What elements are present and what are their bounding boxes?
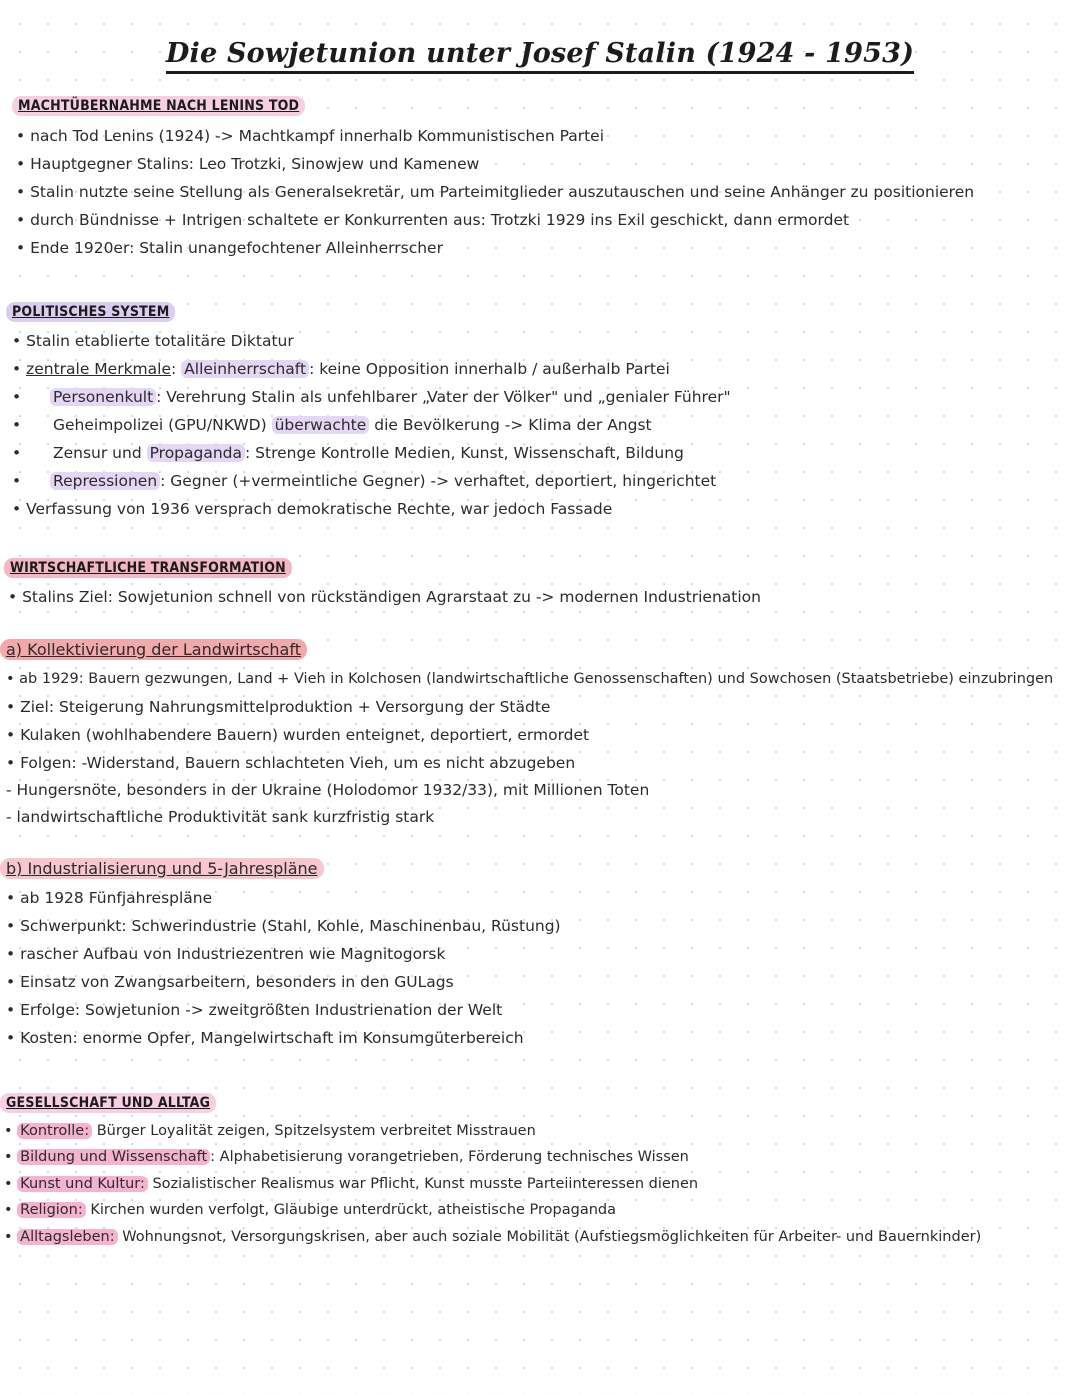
- list-item: - Hungersnöte, besonders in der Ukraine (Holodomor 1932/33), mit Millionen Toten: [6, 781, 650, 799]
- highlighted-term: Personenkult: [50, 388, 156, 406]
- highlighted-term: Propaganda: [147, 444, 245, 462]
- list-item: • Stalin etablierte totalitäre Diktatur: [12, 332, 294, 350]
- list-item-text: [53, 414, 652, 436]
- item-text: Bürger Loyalität zeigen, Spitzelsystem verbreitet Misstrauen: [92, 1123, 536, 1139]
- list-item: • Kosten: enorme Opfer, Mangelwirtschaft im Konsumgüterbereich: [6, 1029, 524, 1047]
- list-item-text: [50, 386, 731, 408]
- highlighted-term: Alleinherrschaft: [181, 360, 309, 378]
- list-item: [4, 1199, 616, 1221]
- list-item: [12, 442, 21, 464]
- list-item: • Folgen: -Widerstand, Bauern schlachteten Vieh, um es nicht abzugeben: [6, 754, 576, 772]
- highlighted-term: Bildung und Wissenschaft: [17, 1149, 210, 1165]
- bullet: •: [4, 1149, 13, 1165]
- bullet: •: [12, 416, 22, 434]
- list-item: • durch Bündnisse + Intrigen schaltete er Konkurrenten aus: Trotzki 1929 ins Exil geschickt, dann ermordet: [16, 211, 850, 229]
- list-item: • ab 1928 Fünfjahrespläne: [6, 889, 213, 907]
- highlighted-term: Alltagsleben:: [17, 1229, 117, 1245]
- highlighted-term: Repressionen: [50, 472, 160, 490]
- list-item: [4, 1226, 981, 1248]
- bullet: •: [4, 1202, 13, 1218]
- bullet: •: [12, 472, 22, 490]
- section-heading-politisches-system: POLITISCHES SYSTEM: [6, 302, 175, 322]
- list-item-text: [53, 442, 684, 464]
- list-item: • Verfassung von 1936 versprach demokratische Rechte, war jedoch Fassade: [12, 500, 613, 518]
- item-text: Zensur und: [53, 444, 147, 462]
- item-text: : Strenge Kontrolle Medien, Kunst, Wissenschaft, Bildung: [245, 444, 684, 462]
- list-item: • Stalins Ziel: Sowjetunion schnell von rückständigen Agrarstaat zu -> modernen Industrienation: [8, 588, 761, 606]
- bullet: •: [4, 1229, 13, 1245]
- highlighted-term: Kontrolle:: [17, 1123, 92, 1139]
- highlighted-term: Religion:: [17, 1202, 86, 1218]
- item-text: Wohnungsnot, Versorgungskrisen, aber auch soziale Mobilität (Aufstiegsmöglichkeiten für Arbeiter- und Bauernkinder): [117, 1229, 982, 1245]
- bullet: •: [4, 1123, 13, 1139]
- item-text: die Bevölkerung -> Klima der Angst: [369, 416, 652, 434]
- item-text: Kirchen wurden verfolgt, Gläubige unterdrückt, atheistische Propaganda: [85, 1202, 617, 1218]
- bullet: •: [12, 444, 22, 462]
- list-item: • Ziel: Steigerung Nahrungsmittelproduktion + Versorgung der Städte: [6, 698, 551, 716]
- list-item: [12, 386, 21, 408]
- list-item: • Ende 1920er: Stalin unangefochtener Alleinherrscher: [16, 239, 443, 257]
- list-item: [4, 1173, 698, 1195]
- bullet: •: [12, 360, 27, 378]
- list-item: [12, 358, 670, 380]
- subheading-industrialisierung: b) Industrialisierung und 5-Jahrespläne: [0, 858, 324, 879]
- section-heading-machtuebernahme: MACHTÜBERNAHME NACH LENINS TOD: [12, 96, 305, 116]
- item-text: : Gegner (+vermeintliche Gegner) -> verhaftet, deportiert, hingerichtet: [160, 472, 717, 490]
- section-heading-wirtschaftliche-transformation: WIRTSCHAFTLICHE TRANSFORMATION: [4, 558, 292, 578]
- list-item: • ab 1929: Bauern gezwungen, Land + Vieh in Kolchosen (landwirtschaftliche Genossenschaften) und Sowchosen (Staatsbetriebe) einzubringen: [6, 671, 1054, 687]
- list-item: [12, 414, 21, 436]
- item-text: Sozialistischer Realismus war Pflicht, Kunst musste Parteiinteressen dienen: [147, 1176, 699, 1192]
- item-text: Geheimpolizei (GPU/NKWD): [53, 416, 272, 434]
- bullet: •: [12, 388, 22, 406]
- separator: :: [171, 360, 182, 378]
- list-item-text: [50, 470, 716, 492]
- list-item: • Kulaken (wohlhabendere Bauern) wurden enteignet, deportiert, ermordet: [6, 726, 590, 744]
- list-item: • Erfolge: Sowjetunion -> zweitgrößten Industrienation der Welt: [6, 1001, 503, 1019]
- list-item: • nach Tod Lenins (1924) -> Machtkampf innerhalb Kommunistischen Partei: [16, 127, 605, 145]
- subheading-kollektivierung: a) Kollektivierung der Landwirtschaft: [0, 639, 307, 660]
- bullet: •: [4, 1176, 13, 1192]
- item-text: : Alphabetisierung vorangetrieben, Förderung technisches Wissen: [210, 1149, 689, 1165]
- list-item: [4, 1146, 689, 1168]
- list-item: • rascher Aufbau von Industriezentren wie Magnitogorsk: [6, 945, 446, 963]
- list-item: - landwirtschaftliche Produktivität sank kurzfristig stark: [6, 808, 435, 826]
- list-item: • Einsatz von Zwangsarbeitern, besonders in den GULags: [6, 973, 454, 991]
- list-item: • Hauptgegner Stalins: Leo Trotzki, Sinowjew und Kamenew: [16, 155, 480, 173]
- item-text: : Verehrung Stalin als unfehlbarer „Vater der Völker" und „genialer Führer": [156, 388, 731, 406]
- term-label: zentrale Merkmale: [26, 360, 171, 378]
- list-item: • Schwerpunkt: Schwerindustrie (Stahl, Kohle, Maschinenbau, Rüstung): [6, 917, 561, 935]
- highlighted-term: überwachte: [272, 416, 370, 434]
- list-item: • Stalin nutzte seine Stellung als Generalsekretär, um Parteimitglieder auszutauschen und seine Anhänger zu positionieren: [16, 183, 975, 201]
- item-text: : keine Opposition innerhalb / außerhalb Partei: [309, 360, 670, 378]
- section-heading-gesellschaft-und-alltag: GESELLSCHAFT UND ALLTAG: [0, 1093, 216, 1113]
- list-item: [4, 1120, 536, 1142]
- highlighted-term: Kunst und Kultur:: [17, 1176, 148, 1192]
- list-item: [12, 470, 21, 492]
- page-title: Die Sowjetunion unter Josef Stalin (1924 - 1953): [0, 38, 1080, 69]
